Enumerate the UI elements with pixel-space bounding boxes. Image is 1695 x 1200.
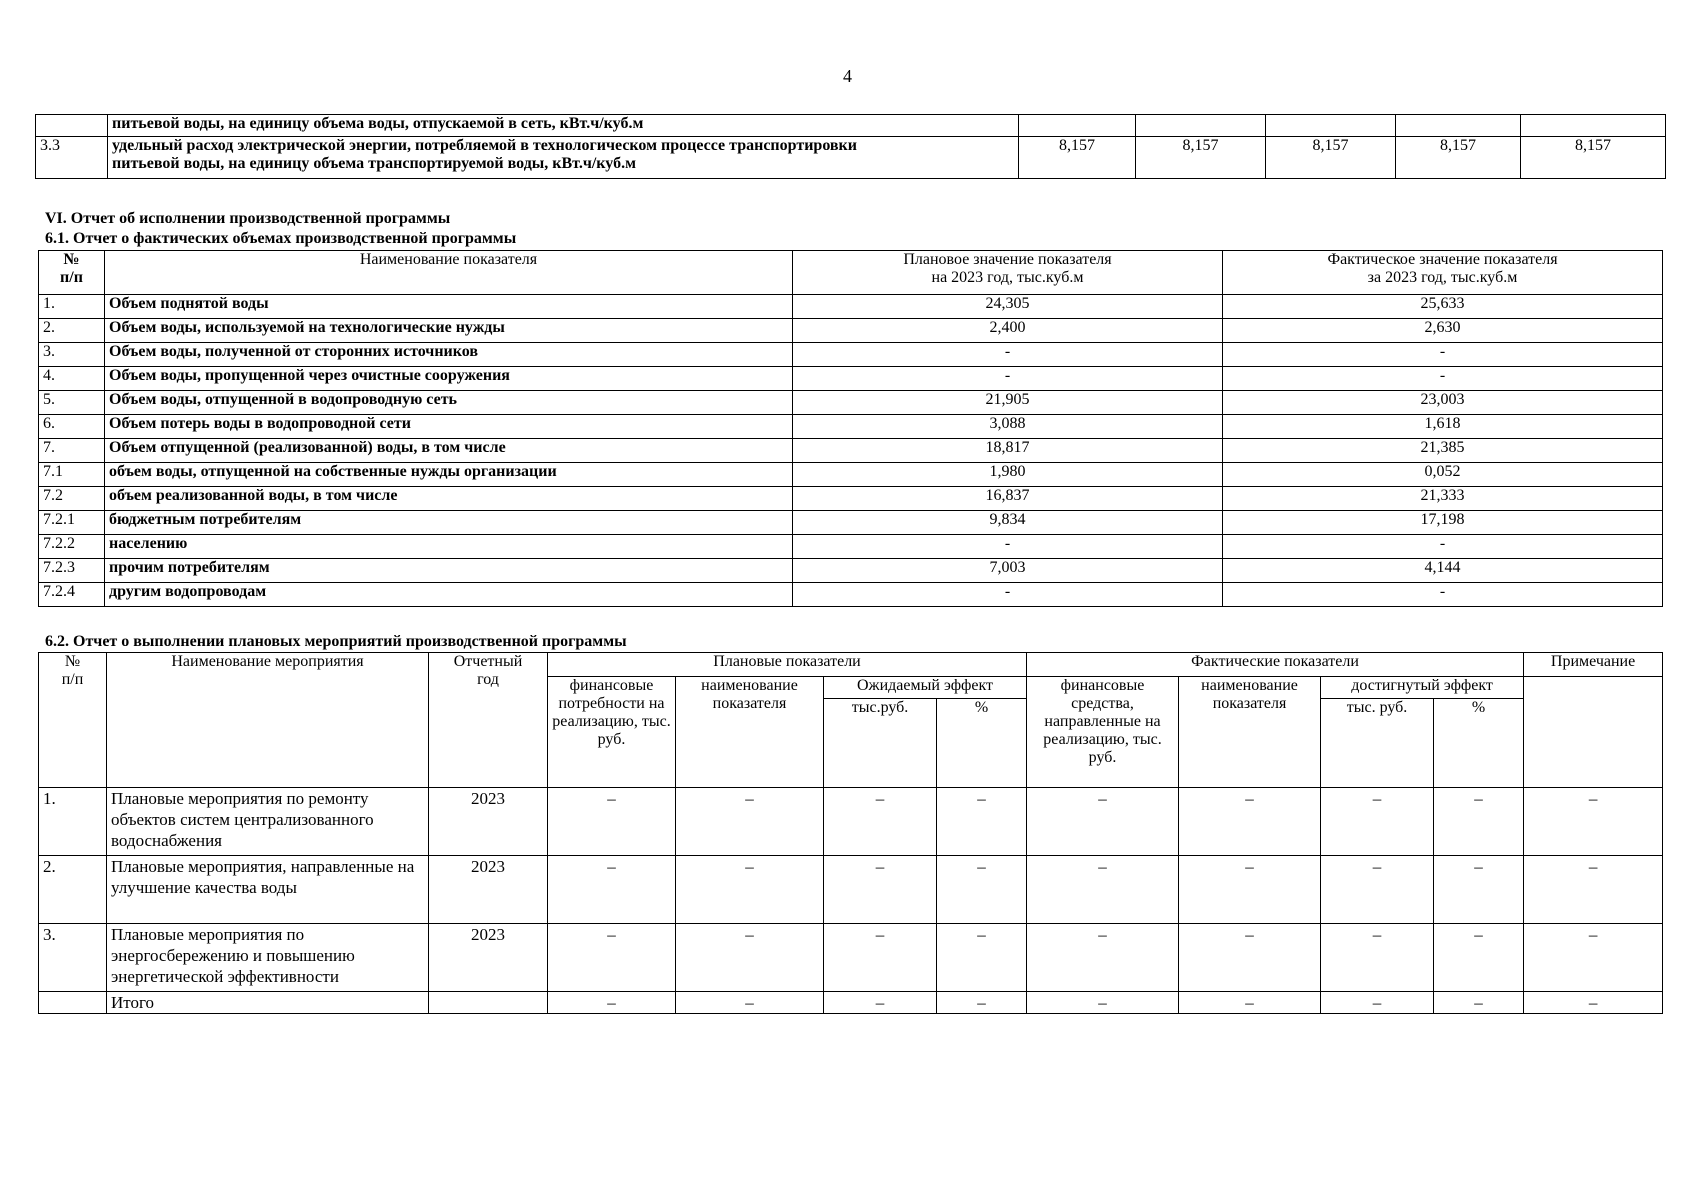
- dash-cell: –: [548, 856, 676, 924]
- measure-name: Итого: [107, 992, 429, 1014]
- table-row: [36, 137, 1666, 179]
- dash-cell: –: [1027, 992, 1179, 1014]
- measure-name: Плановые мероприятия по энергосбережению и повышению энергетической эффективности: [107, 924, 429, 992]
- fact-value: 2,630: [1223, 319, 1663, 343]
- header-name: Наименование показателя: [105, 251, 793, 295]
- table-row: [39, 788, 1663, 856]
- row-number: 7.2: [39, 487, 105, 511]
- value-cell: 8,157: [1521, 137, 1666, 179]
- plan-value: 24,305: [793, 295, 1223, 319]
- header-year: [429, 653, 548, 788]
- header-num-line1: №: [63, 251, 80, 268]
- row-number: 3.: [39, 343, 105, 367]
- report-year: 2023: [429, 856, 548, 924]
- table-row: [39, 583, 1663, 607]
- subsection-title: 6.1. Отчет о фактических объемах производственной программы: [45, 230, 517, 247]
- indicator-name: Объем воды, отпущенной в водопроводную сеть: [105, 391, 793, 415]
- fact-value: -: [1223, 367, 1663, 391]
- row-number: 7.2.1: [39, 511, 105, 535]
- row-number: 7.2.3: [39, 559, 105, 583]
- top-table: [35, 114, 1666, 179]
- header-plan-eff-pct: %: [937, 699, 1027, 788]
- dash-cell: –: [676, 992, 824, 1014]
- indicator-name: бюджетным потребителям: [105, 511, 793, 535]
- table-6-1: [38, 250, 1663, 607]
- plan-value: -: [793, 535, 1223, 559]
- header-num-line1: №: [64, 653, 81, 670]
- plan-value: 16,837: [793, 487, 1223, 511]
- dash-cell: –: [1179, 856, 1321, 924]
- fact-value: 0,052: [1223, 463, 1663, 487]
- dash-cell: –: [1434, 856, 1524, 924]
- plan-value: -: [793, 367, 1223, 391]
- indicator-name: Объем поднятой воды: [105, 295, 793, 319]
- fact-value: 21,333: [1223, 487, 1663, 511]
- indicator-name: Объем воды, пропущенной через очистные сооружения: [105, 367, 793, 391]
- fact-value: -: [1223, 583, 1663, 607]
- plan-value: 18,817: [793, 439, 1223, 463]
- dash-cell: –: [676, 856, 824, 924]
- dash-cell: –: [1524, 992, 1663, 1014]
- plan-value: -: [793, 343, 1223, 367]
- dash-cell: –: [1321, 992, 1434, 1014]
- table-row: [39, 535, 1663, 559]
- dash-cell: –: [548, 788, 676, 856]
- table-row: [39, 391, 1663, 415]
- table-row: [39, 415, 1663, 439]
- dash-cell: –: [1179, 992, 1321, 1014]
- dash-cell: –: [1179, 924, 1321, 992]
- dash-cell: –: [824, 856, 937, 924]
- indicator-name: Объем воды, полученной от сторонних источников: [105, 343, 793, 367]
- fact-value: 25,633: [1223, 295, 1663, 319]
- fact-value: -: [1223, 535, 1663, 559]
- indicator-name: [108, 137, 1019, 179]
- table-row: [39, 463, 1663, 487]
- header-act-fin: финансовые средства, направленные на реализацию, тыс. руб.: [1027, 677, 1179, 788]
- indicator-name: объем реализованной воды, в том числе: [105, 487, 793, 511]
- header-plan-indicator: наименование показателя: [676, 677, 824, 788]
- value-cell: 8,157: [1136, 137, 1266, 179]
- dash-cell: –: [1321, 856, 1434, 924]
- row-number: 7.: [39, 439, 105, 463]
- table-header-row: [39, 653, 1663, 677]
- row-number: 2.: [39, 856, 107, 924]
- indicator-name: прочим потребителям: [105, 559, 793, 583]
- row-number: 4.: [39, 367, 105, 391]
- header-fact: [1223, 251, 1663, 295]
- value-cell: [1266, 115, 1396, 137]
- dash-cell: –: [937, 992, 1027, 1014]
- row-number: 7.2.4: [39, 583, 105, 607]
- indicator-name: другим водопроводам: [105, 583, 793, 607]
- header-act-effect: достигнутый эффект: [1321, 677, 1524, 699]
- row-number: [36, 115, 108, 137]
- header-year-line1: Отчетный: [453, 653, 523, 670]
- table-row: [39, 992, 1663, 1014]
- row-number: 1.: [39, 788, 107, 856]
- value-cell: [1136, 115, 1266, 137]
- table-row: [39, 367, 1663, 391]
- indicator-name-line1: удельный расход электрической энергии, потребляемой в технологическом процессе транспортировки: [112, 137, 857, 154]
- dash-cell: –: [1434, 788, 1524, 856]
- dash-cell: –: [1179, 788, 1321, 856]
- dash-cell: –: [1321, 788, 1434, 856]
- fact-value: 1,618: [1223, 415, 1663, 439]
- plan-value: -: [793, 583, 1223, 607]
- dash-cell: –: [937, 924, 1027, 992]
- dash-cell: –: [1524, 924, 1663, 992]
- indicator-name: Объем потерь воды в водопроводной сети: [105, 415, 793, 439]
- row-number: 7.2.2: [39, 535, 105, 559]
- dash-cell: –: [1434, 992, 1524, 1014]
- fact-value: 23,003: [1223, 391, 1663, 415]
- table-row: [39, 343, 1663, 367]
- plan-value: 21,905: [793, 391, 1223, 415]
- header-plan: [793, 251, 1223, 295]
- table-row: [39, 511, 1663, 535]
- header-fact-line1: Фактическое значение показателя: [1327, 251, 1558, 268]
- report-year: 2023: [429, 788, 548, 856]
- dash-cell: –: [1027, 788, 1179, 856]
- value-cell: 8,157: [1019, 137, 1136, 179]
- dash-cell: –: [676, 788, 824, 856]
- value-cell: [1396, 115, 1521, 137]
- plan-value: 3,088: [793, 415, 1223, 439]
- header-act-indicator: наименование показателя: [1179, 677, 1321, 788]
- row-number: 5.: [39, 391, 105, 415]
- dash-cell: –: [824, 924, 937, 992]
- header-num-line2: п/п: [60, 269, 83, 286]
- header-num: [39, 251, 105, 295]
- row-number: 1.: [39, 295, 105, 319]
- table-row: [39, 924, 1663, 992]
- table-header-row: [39, 251, 1663, 295]
- table-6-2: [38, 652, 1663, 1014]
- fact-value: 21,385: [1223, 439, 1663, 463]
- row-number: 7.1: [39, 463, 105, 487]
- measure-name: Плановые мероприятия, направленные на улучшение качества воды: [107, 856, 429, 924]
- row-number: 2.: [39, 319, 105, 343]
- indicator-name-line2: питьевой воды, на единицу объема транспортируемой воды, кВт.ч/куб.м: [112, 155, 636, 172]
- subsection-title: 6.2. Отчет о выполнении плановых мероприятий производственной программы: [45, 633, 627, 650]
- header-plan-effect: Ожидаемый эффект: [824, 677, 1027, 699]
- indicator-name: Объем отпущенной (реализованной) воды, в том числе: [105, 439, 793, 463]
- row-number: [39, 992, 107, 1014]
- header-name: Наименование мероприятия: [107, 653, 429, 788]
- row-number: 3.3: [36, 137, 108, 179]
- header-note: Примечание: [1524, 653, 1663, 677]
- row-number: 3.: [39, 924, 107, 992]
- table-row: [39, 487, 1663, 511]
- section-title: VI. Отчет об исполнении производственной программы: [45, 210, 451, 227]
- indicator-name: населению: [105, 535, 793, 559]
- dash-cell: –: [937, 788, 1027, 856]
- fact-value: -: [1223, 343, 1663, 367]
- header-fact-line2: за 2023 год, тыс.куб.м: [1367, 269, 1518, 286]
- fact-value: 4,144: [1223, 559, 1663, 583]
- table-row: [39, 295, 1663, 319]
- plan-value: 1,980: [793, 463, 1223, 487]
- dash-cell: –: [1027, 856, 1179, 924]
- header-plan-line2: на 2023 год, тыс.куб.м: [931, 269, 1084, 286]
- dash-cell: –: [676, 924, 824, 992]
- header-act-eff-pct: %: [1434, 699, 1524, 788]
- table-row: [39, 856, 1663, 924]
- header-num: [39, 653, 107, 788]
- table-row: [39, 319, 1663, 343]
- dash-cell: –: [937, 856, 1027, 924]
- measure-name: Плановые мероприятия по ремонту объектов систем централизованного водоснабжения: [107, 788, 429, 856]
- header-num-line2: п/п: [61, 671, 84, 688]
- page-number: 4: [843, 66, 852, 86]
- plan-value: 9,834: [793, 511, 1223, 535]
- plan-value: 7,003: [793, 559, 1223, 583]
- indicator-name: объем воды, отпущенной на собственные нужды организации: [105, 463, 793, 487]
- header-note-empty: [1524, 677, 1663, 788]
- header-act-eff-rub: тыс. руб.: [1321, 699, 1434, 788]
- dash-cell: –: [1524, 856, 1663, 924]
- table-row: [39, 559, 1663, 583]
- dash-cell: –: [548, 992, 676, 1014]
- dash-cell: –: [1524, 788, 1663, 856]
- value-cell: [1019, 115, 1136, 137]
- header-plan-line1: Плановое значение показателя: [903, 251, 1112, 268]
- indicator-name: питьевой воды, на единицу объема воды, отпускаемой в сеть, кВт.ч/куб.м: [108, 115, 1019, 137]
- dash-cell: –: [1027, 924, 1179, 992]
- header-year-line2: год: [477, 671, 499, 688]
- dash-cell: –: [824, 992, 937, 1014]
- table-row: [39, 439, 1663, 463]
- plan-value: 2,400: [793, 319, 1223, 343]
- header-plan-eff-rub: тыс.руб.: [824, 699, 937, 788]
- header-plan-fin: финансовые потребности на реализацию, тыс. руб.: [548, 677, 676, 788]
- dash-cell: –: [1321, 924, 1434, 992]
- value-cell: 8,157: [1266, 137, 1396, 179]
- dash-cell: –: [548, 924, 676, 992]
- row-number: 6.: [39, 415, 105, 439]
- header-planned: Плановые показатели: [548, 653, 1027, 677]
- value-cell: 8,157: [1396, 137, 1521, 179]
- header-actual: Фактические показатели: [1027, 653, 1524, 677]
- report-year: 2023: [429, 924, 548, 992]
- dash-cell: –: [824, 788, 937, 856]
- value-cell: [1521, 115, 1666, 137]
- report-year: [429, 992, 548, 1014]
- dash-cell: –: [1434, 924, 1524, 992]
- table-row: [36, 115, 1666, 137]
- indicator-name: Объем воды, используемой на технологические нужды: [105, 319, 793, 343]
- fact-value: 17,198: [1223, 511, 1663, 535]
